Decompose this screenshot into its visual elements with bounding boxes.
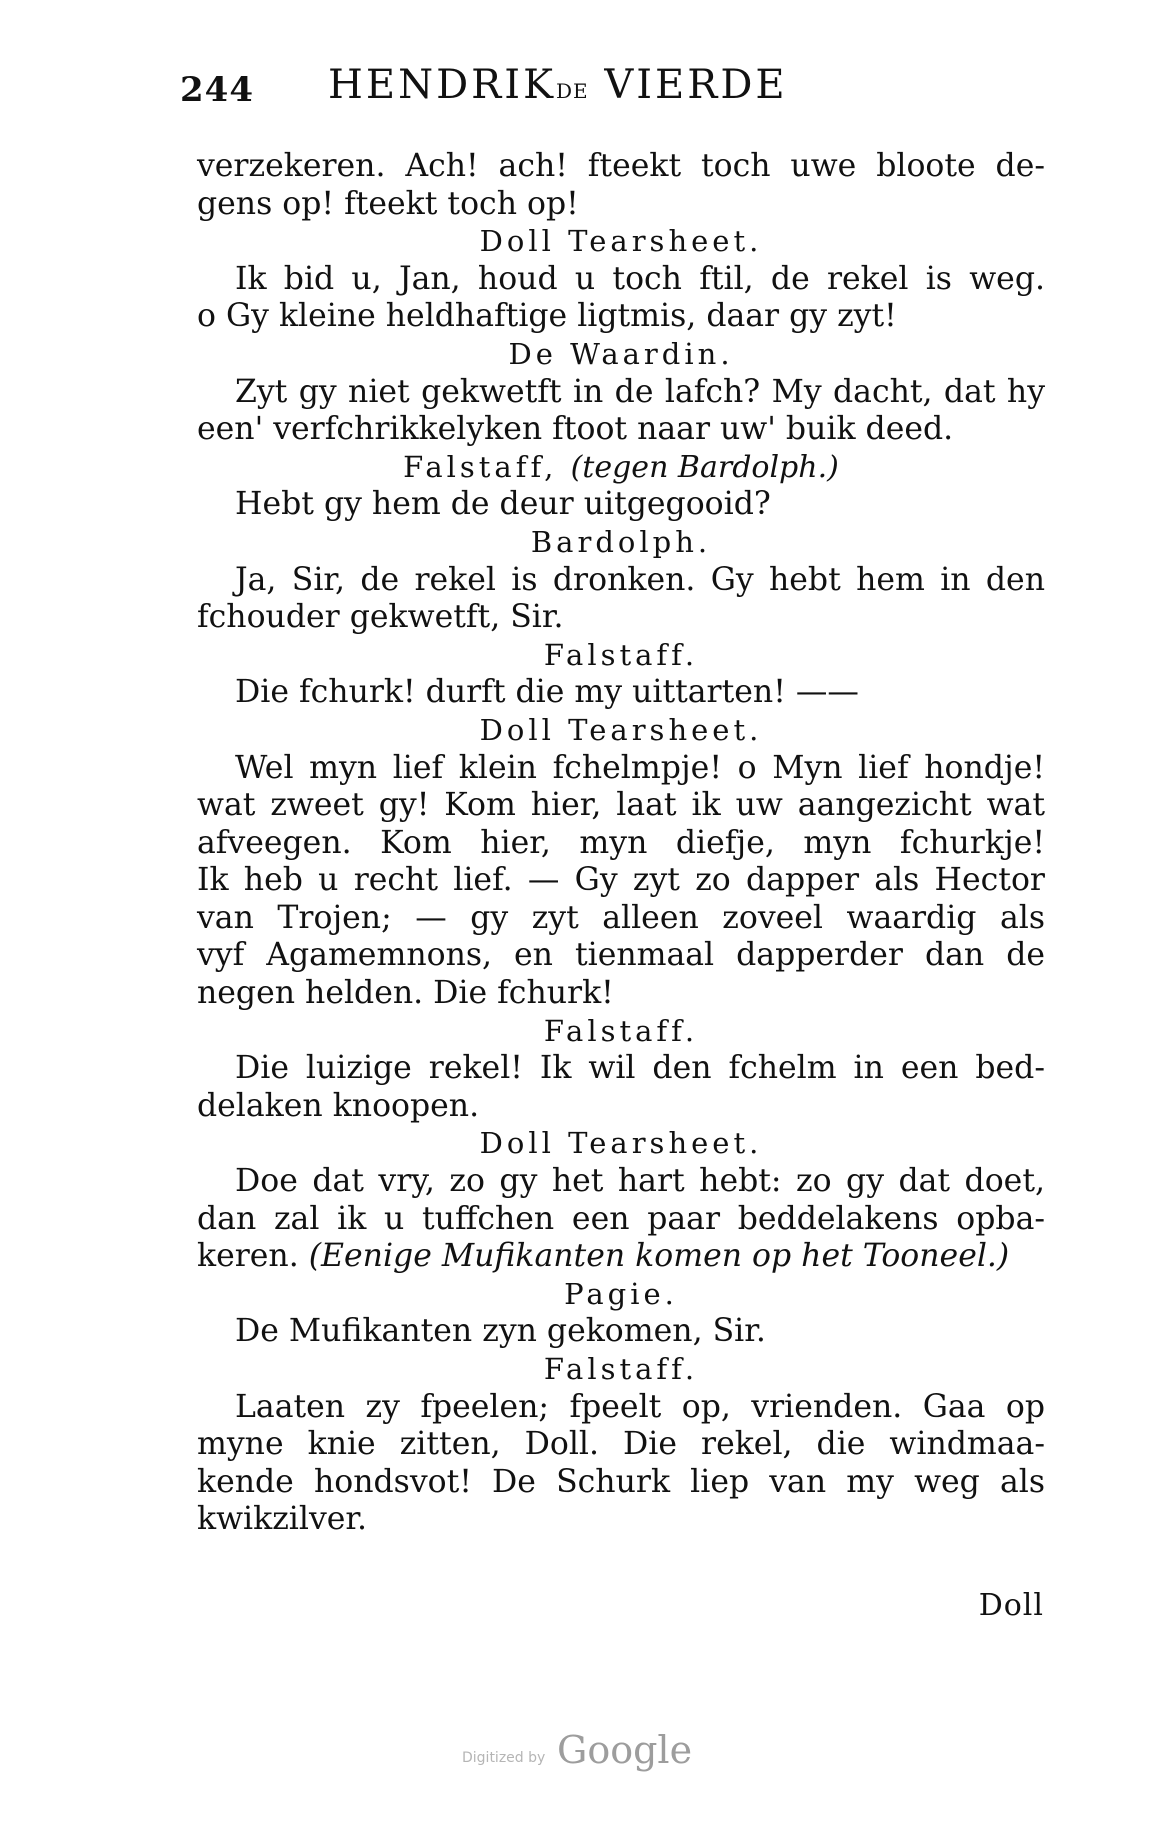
speaker-label: Doll Tearsheet.: [479, 224, 763, 259]
running-title-right: VIERDE: [604, 62, 788, 108]
speaker-name: [197, 336, 1045, 374]
text-line: [197, 862, 1045, 900]
text-line-content: Ik bid u, Jan, houd u toch ftil, de rekel is weg.: [235, 260, 1045, 297]
text-line-content: De Mufikanten zyn gekomen, Sir.: [235, 1313, 766, 1350]
speaker-name: [197, 1351, 1045, 1389]
text-line-content: Ik heb u recht lief. — Gy zyt zo dapper als Hector: [197, 862, 1045, 899]
speaker-name: [197, 449, 1045, 487]
play-text: [197, 148, 1045, 1539]
text-line: [197, 1313, 1045, 1351]
page-number: 244: [180, 70, 254, 110]
text-line-content: negen helden. Die fchurk!: [197, 975, 614, 1012]
text-line: [197, 374, 1045, 412]
text-line: [197, 1201, 1045, 1239]
text-line-content: fchouder gekwetft, Sir.: [197, 599, 564, 636]
text-line-content: wat zweet gy! Kom hier, laat ik uw aangezicht wat: [197, 787, 1045, 824]
text-line: [197, 825, 1045, 863]
text-line: [197, 1088, 1045, 1126]
text-line: [197, 1238, 1045, 1276]
stage-direction: (Eenige Mufikanten komen op het Tooneel.): [308, 1238, 1010, 1275]
speaker-name: [197, 223, 1045, 261]
text-line-content: kende hondsvot! De Schurk liep van my weg als: [197, 1463, 1045, 1500]
text-line-content: Die fchurk! durft die my uittarten! ——: [235, 674, 859, 711]
text-line: [197, 1050, 1045, 1088]
running-title: [328, 62, 788, 108]
text-line: [197, 750, 1045, 788]
text-line: [197, 411, 1045, 449]
speaker-name: [197, 637, 1045, 675]
text-line: [197, 186, 1045, 224]
text-line: [197, 674, 1045, 712]
speaker-label: De Waardin.: [508, 336, 734, 371]
speaker-label: Falstaff,: [403, 449, 558, 484]
text-line-content: afveegen. Kom hier, myn diefje, myn fchurkje!: [197, 824, 1045, 861]
running-title-connector: DE: [555, 79, 589, 103]
text-line: [197, 937, 1045, 975]
text-line-content: keren.: [197, 1238, 299, 1275]
speaker-label: Pagie.: [564, 1276, 678, 1311]
text-line: [197, 1389, 1045, 1427]
text-line-content: delaken knoopen.: [197, 1087, 480, 1124]
speaker-label: Falstaff.: [543, 1013, 699, 1048]
text-line-content: van Trojen; — gy zyt alleen zoveel waardig als: [197, 899, 1045, 936]
text-line: [197, 1163, 1045, 1201]
speaker-label: Doll Tearsheet.: [479, 1126, 763, 1161]
text-line-content: dan zal ik u tuffchen een paar beddelakens opba-: [197, 1200, 1045, 1237]
text-line: [197, 261, 1045, 299]
text-line: [197, 787, 1045, 825]
text-line: [197, 1501, 1045, 1539]
text-line-content: myne knie zitten, Doll. Die rekel, die windmaa-: [197, 1426, 1045, 1463]
text-line-content: Zyt gy niet gekwetft in de lafch? My dacht, dat hy: [235, 373, 1045, 410]
speaker-label: Falstaff.: [543, 1352, 699, 1386]
speaker-label: Bardolph.: [530, 524, 712, 559]
text-line: [197, 900, 1045, 938]
speaker-name: [197, 1013, 1045, 1051]
text-line-content: o Gy kleine heldhaftige ligtmis, daar gy zyt!: [197, 298, 897, 335]
speaker-label: Doll Tearsheet.: [479, 712, 763, 747]
text-line-content: vyf Agamemnons, en tienmaal dapperder dan de: [197, 937, 1045, 974]
stage-direction: (tegen Bardolph.): [570, 449, 839, 485]
speaker-name: [197, 1125, 1045, 1163]
text-line: [197, 975, 1045, 1013]
speaker-name: [197, 1276, 1045, 1314]
speaker-label: Falstaff.: [543, 637, 699, 672]
text-line: [197, 1426, 1045, 1464]
text-line: [197, 562, 1045, 600]
text-line-content: verzekeren. Ach! ach! fteekt toch uwe bloote de-: [197, 148, 1045, 184]
text-line-content: Doe dat vry, zo gy het hart hebt: zo gy dat doet,: [235, 1163, 1045, 1200]
speaker-name: [197, 712, 1045, 750]
text-line-content: Wel myn lief klein fchelmpje! o Myn lief hondje!: [235, 749, 1045, 786]
page-header: [180, 62, 900, 112]
text-line-content: een' verfchrikkelyken ftoot naar uw' buik deed.: [197, 411, 954, 448]
text-line: [197, 599, 1045, 637]
digitized-watermark: [462, 1728, 702, 1778]
catchword: Doll: [978, 1588, 1044, 1623]
text-line-content: Ja, Sir, de rekel is dronken. Gy hebt hem in den: [235, 561, 1045, 598]
text-line: [197, 1464, 1045, 1502]
text-line: [197, 486, 1045, 524]
google-logo: Google: [557, 1728, 693, 1772]
speaker-name: [197, 524, 1045, 562]
text-line: [197, 148, 1045, 186]
text-line-content: kwikzilver.: [197, 1501, 368, 1538]
text-line-content: Die luizige rekel! Ik wil den fchelm in een bed-: [235, 1050, 1045, 1087]
text-line: [197, 298, 1045, 336]
text-line-content: Hebt gy hem de deur uitgegooid?: [235, 486, 771, 523]
text-line-content: Laaten zy fpeelen; fpeelt op, vrienden. Gaa op: [235, 1388, 1045, 1425]
digitized-by-label: Digitized by: [462, 1750, 546, 1766]
running-title-left: HENDRIK: [328, 62, 556, 108]
text-line-content: gens op! fteekt toch op!: [197, 185, 579, 222]
